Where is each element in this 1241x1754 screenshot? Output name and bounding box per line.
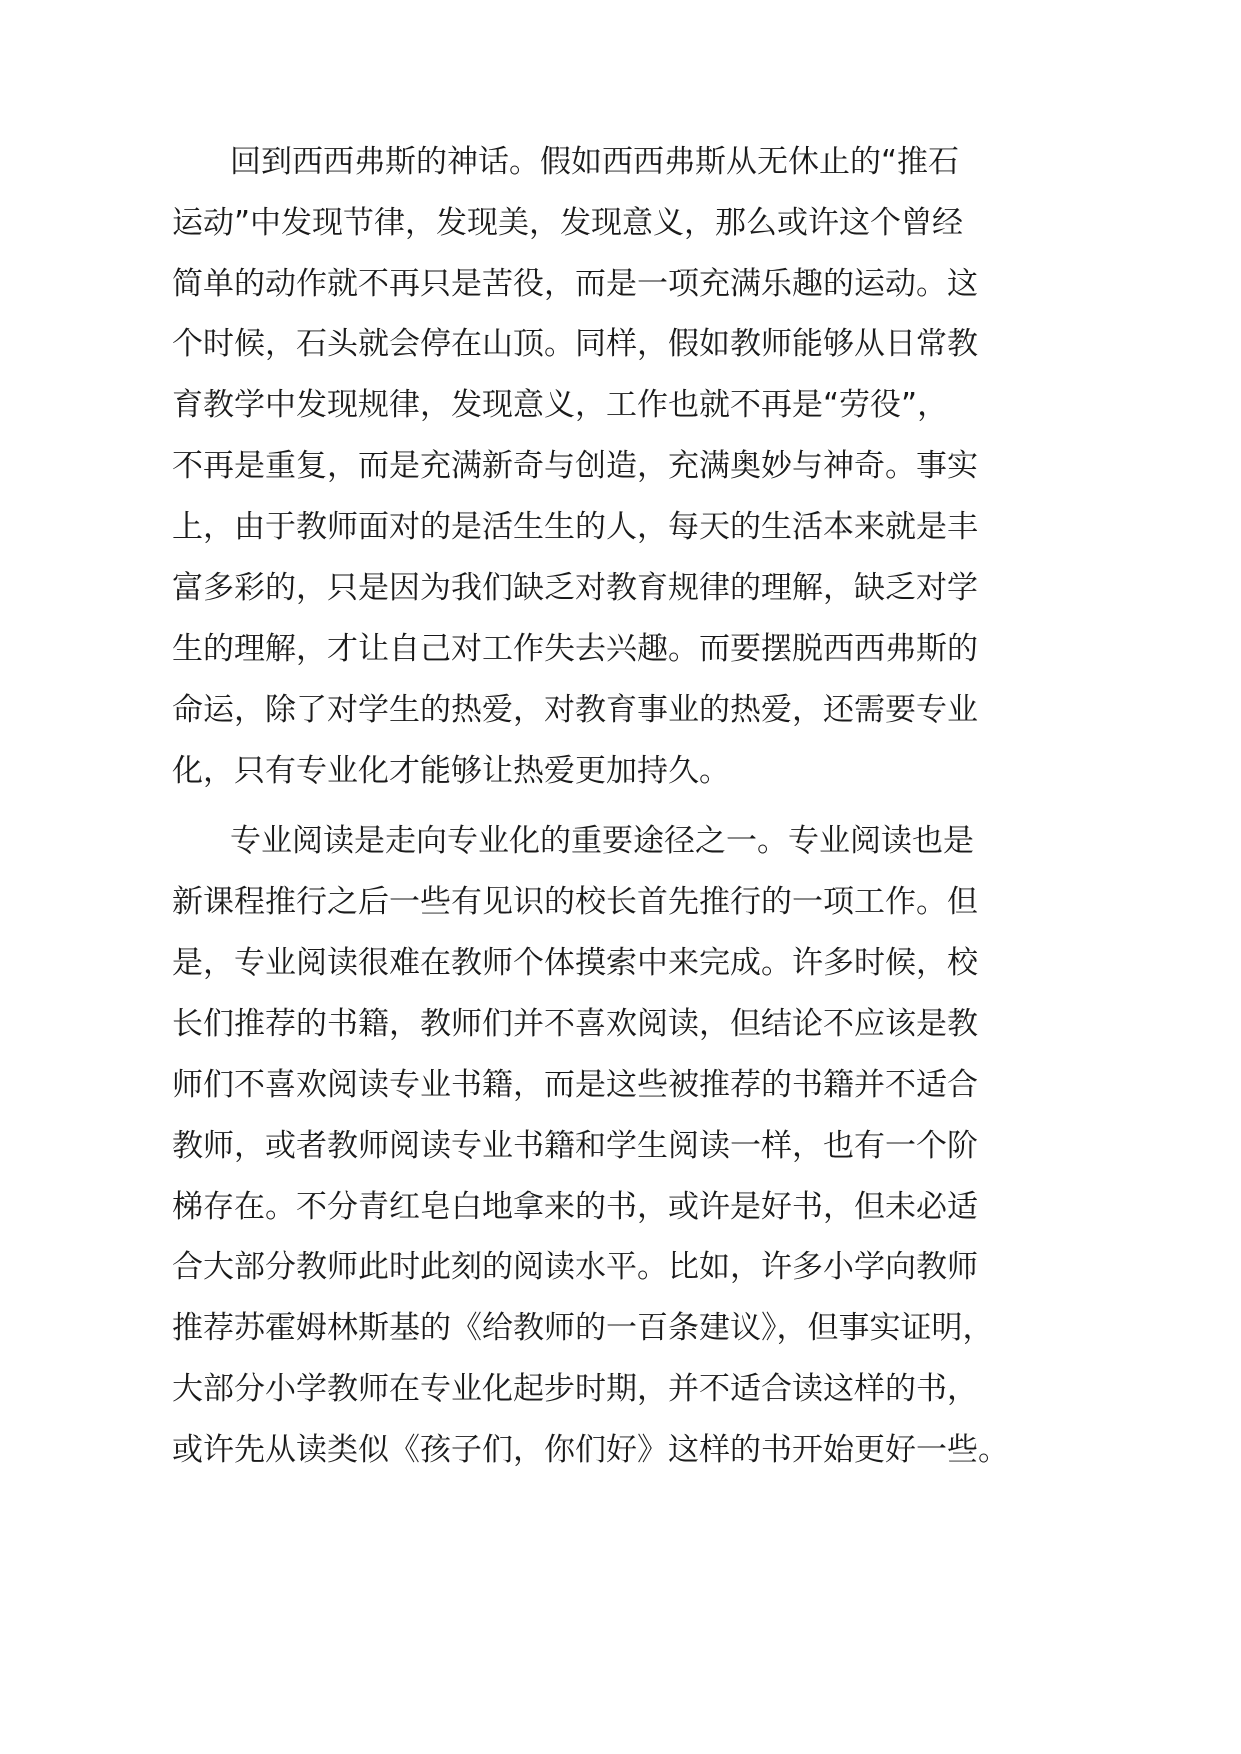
paragraph-line: 简单的动作就不再只是苦役，而是一项充满乐趣的运动。这: [172, 266, 978, 302]
paragraph-line: 梯存在。不分青红皂白地拿来的书，或许是好书，但未必适: [172, 1189, 978, 1225]
paragraph-line: 运动”中发现节律，发现美，发现意义，那么或许这个曾经: [172, 205, 964, 241]
paragraph-line: 命运，除了对学生的热爱，对教育事业的热爱，还需要专业: [172, 692, 978, 728]
paragraph-line: 生的理解，才让自己对工作失去兴趣。而要摆脱西西弗斯的: [172, 631, 978, 667]
paragraph-line: 育教学中发现规律，发现意义，工作也就不再是“劳役”，: [172, 387, 949, 423]
paragraph-line: 不再是重复，而是充满新奇与创造，充满奥妙与神奇。事实: [172, 448, 978, 484]
paragraph-line: 长们推荐的书籍，教师们并不喜欢阅读，但结论不应该是教: [172, 1006, 978, 1042]
paragraph-line: 上，由于教师面对的是活生生的人，每天的生活本来就是丰: [172, 509, 978, 545]
paragraph-line: 专业阅读是走向专业化的重要途径之一。专业阅读也是: [230, 823, 974, 859]
paragraph-line: 回到西西弗斯的神话。假如西西弗斯从无休止的“推石: [230, 144, 960, 180]
paragraph-line: 个时候，石头就会停在山顶。同样，假如教师能够从日常教: [172, 326, 978, 362]
paragraph-line: 或许先从读类似《孩子们，你们好》这样的书开始更好一些。: [172, 1432, 1009, 1468]
paragraph-line: 大部分小学教师在专业化起步时期，并不适合读这样的书，: [172, 1371, 978, 1407]
paragraph-line: 师们不喜欢阅读专业书籍，而是这些被推荐的书籍并不适合: [172, 1067, 978, 1103]
paragraph-line: 化，只有专业化才能够让热爱更加持久。: [172, 753, 730, 789]
paragraph-line: 是，专业阅读很难在教师个体摸索中来完成。许多时候，校: [172, 945, 978, 981]
paragraph-line: 新课程推行之后一些有见识的校长首先推行的一项工作。但: [172, 884, 978, 920]
paragraph-line: 教师，或者教师阅读专业书籍和学生阅读一样，也有一个阶: [172, 1128, 978, 1164]
paragraph-line: 合大部分教师此时此刻的阅读水平。比如，许多小学向教师: [172, 1249, 978, 1285]
paragraph-line: 推荐苏霍姆林斯基的《给教师的一百条建议》，但事实证明，: [172, 1310, 994, 1346]
paragraph-line: 富多彩的，只是因为我们缺乏对教育规律的理解，缺乏对学: [172, 570, 978, 606]
